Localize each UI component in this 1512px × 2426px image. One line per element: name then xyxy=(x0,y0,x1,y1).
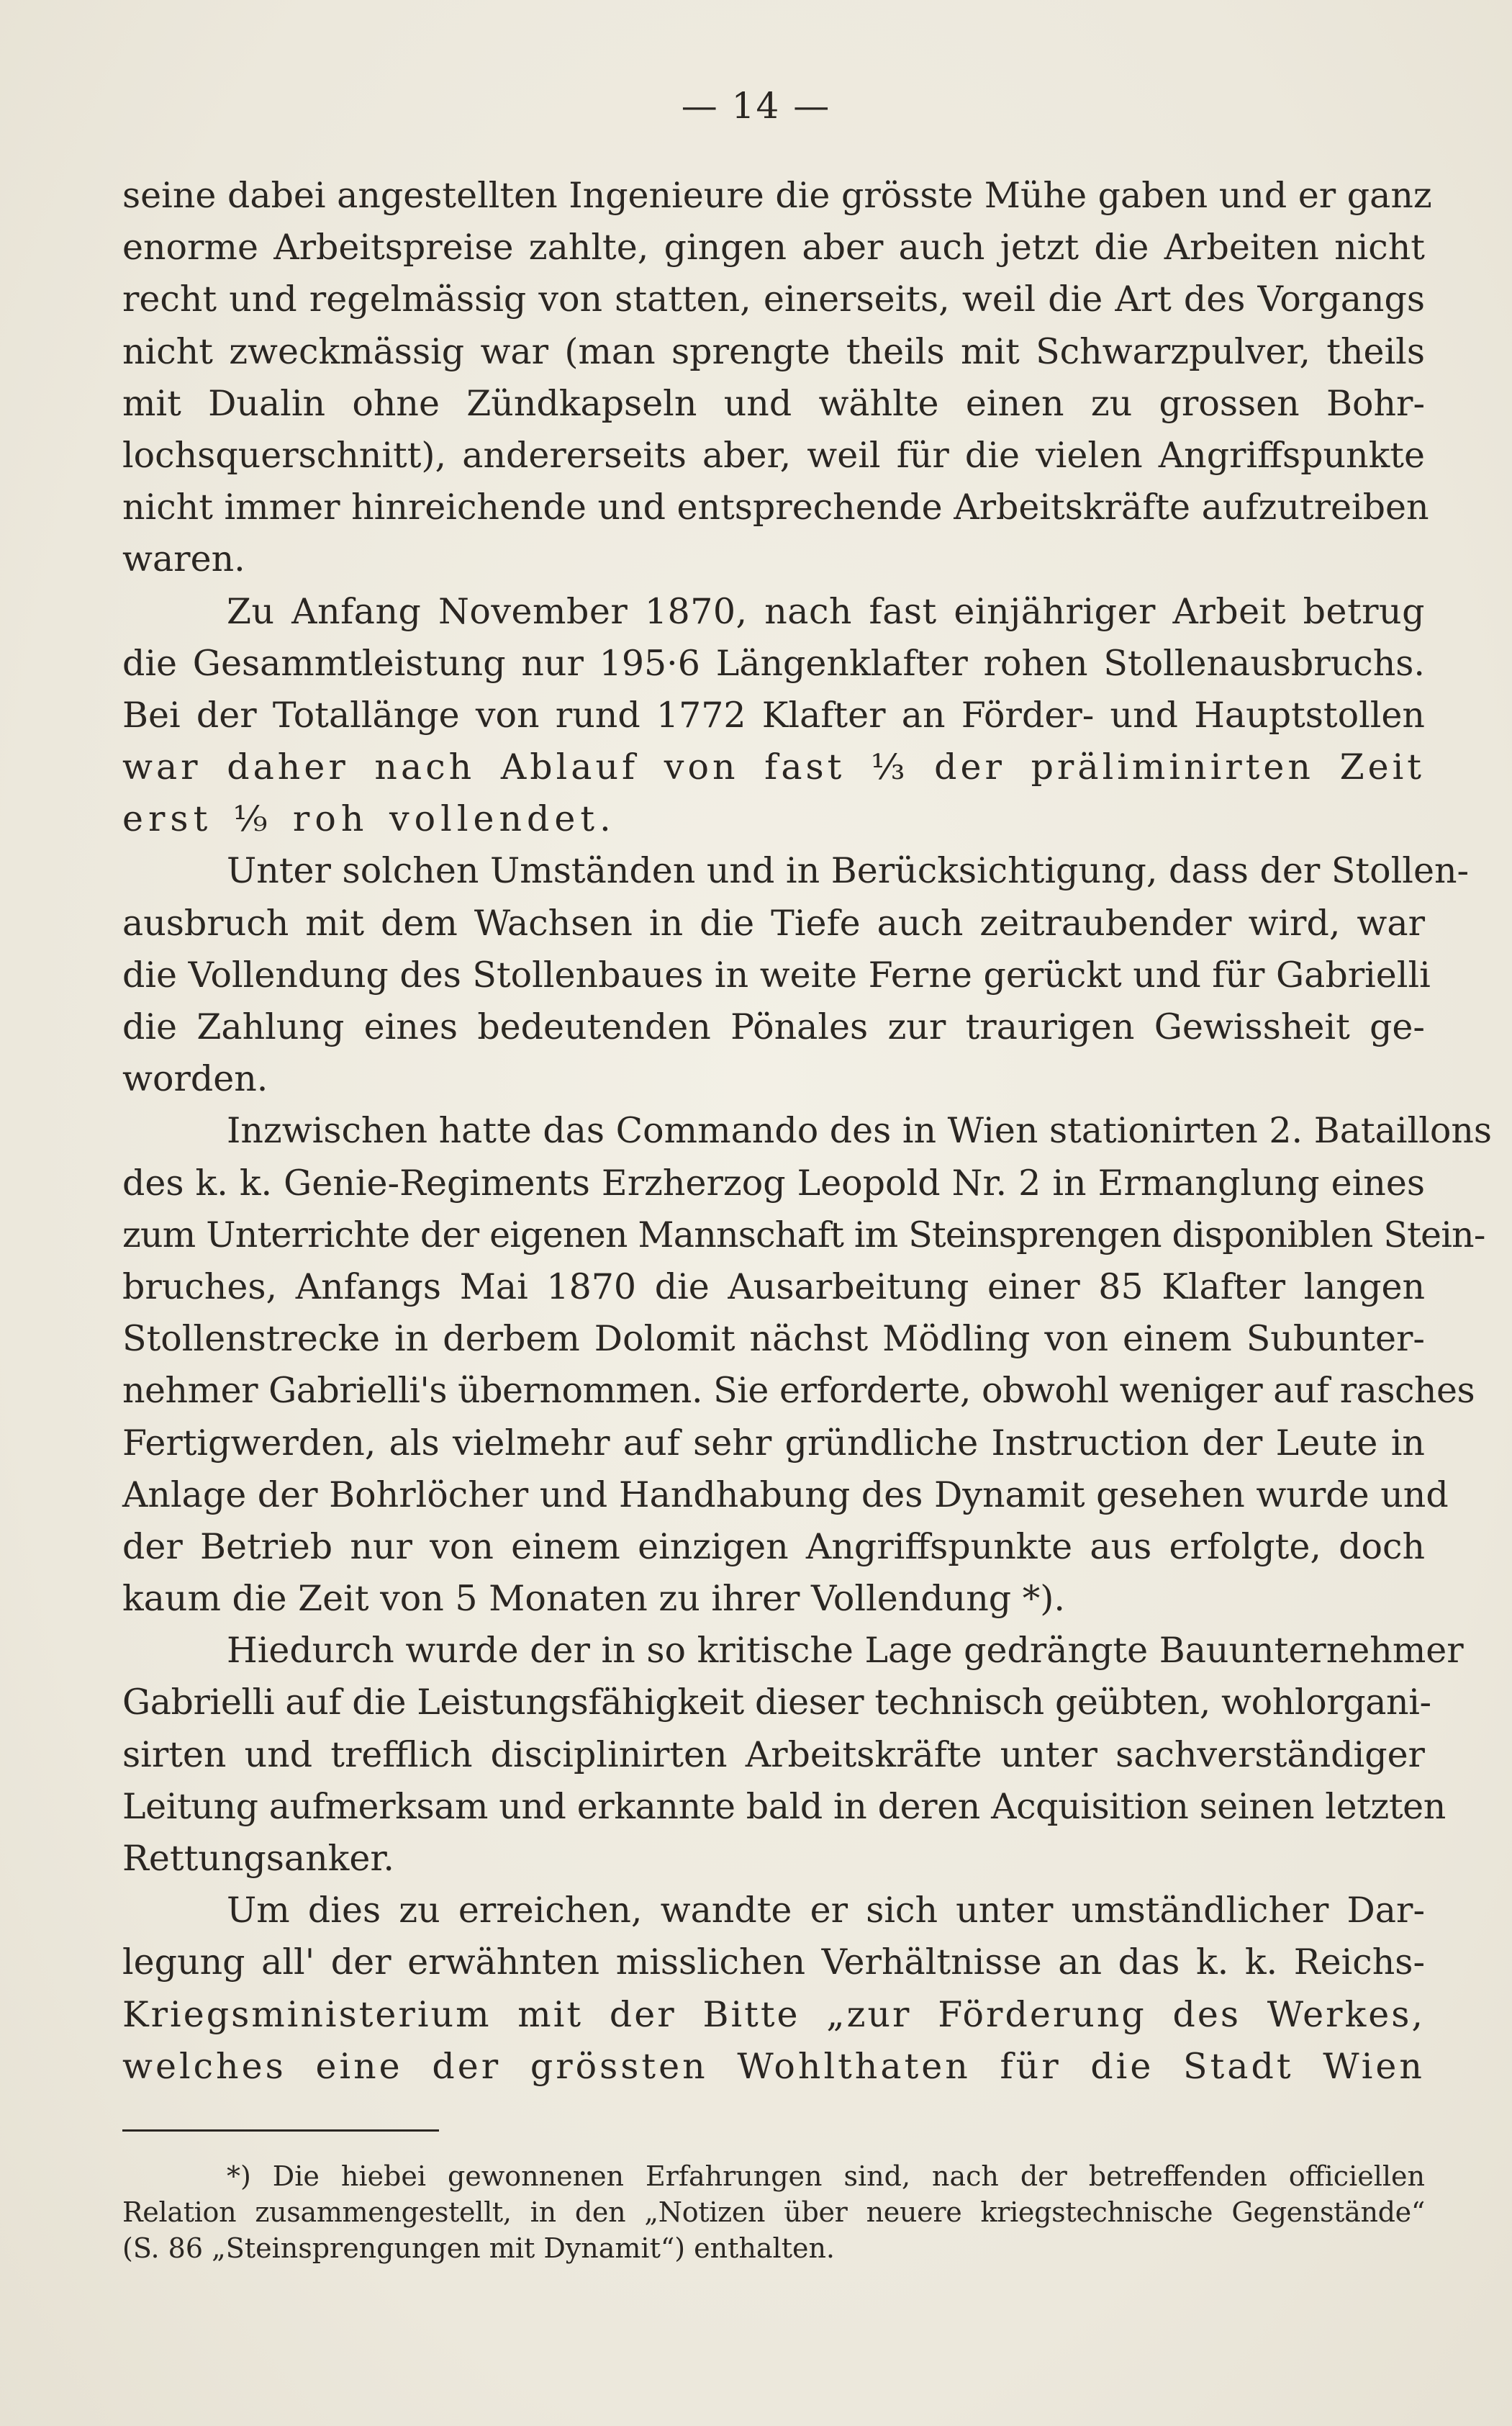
body-line: die Gesammtleistung nur 195·6 Längenklafter rohen Stollenausbruchs. xyxy=(122,642,1425,684)
body-text xyxy=(122,170,1493,2093)
body-line: nicht immer hinreichende und entsprechende Arbeitskräfte aufzutreiben xyxy=(122,487,1429,528)
body-line: zum Unterrichte der eigenen Mannschaft im Steinsprengen disponiblen Stein- xyxy=(122,1214,1485,1255)
body-line: enorme Arbeitspreise zahlte, gingen aber auch jetzt die Arbeiten nicht xyxy=(122,227,1425,269)
body-line: Leitung aufmerksam und erkannte bald in deren Acquisition seinen letzten xyxy=(122,1785,1446,1827)
body-line: war daher nach Ablauf von fast ⅓ der präliminirten Zeit xyxy=(122,747,1425,788)
body-line: erst ⅑ roh vollendet. xyxy=(122,798,616,840)
body-line: Gabrielli auf die Leistungsfähigkeit dieser technisch geübten, wohlorgani- xyxy=(122,1682,1431,1723)
body-line: Kriegsministerium mit der Bitte „zur Förderung des Werkes, xyxy=(122,1993,1425,2035)
footnote-line: *) Die hiebei gewonnenen Erfahrungen sind, nach der betreffenden officiellen xyxy=(227,2160,1425,2192)
footnote-line: (S. 86 „Steinsprengungen mit Dynamit“) enthalten. xyxy=(122,2232,836,2264)
body-line: Anlage der Bohrlöcher und Handhabung des Dynamit gesehen wurde und xyxy=(122,1474,1449,1515)
body-line: die Vollendung des Stollenbaues in weite Ferne gerückt und für Gabrielli xyxy=(122,954,1431,996)
body-line: Stollenstrecke in derbem Dolomit nächst Mödling von einem Subunter- xyxy=(122,1318,1425,1360)
body-line: worden. xyxy=(122,1058,268,1100)
body-line: ausbruch mit dem Wachsen in die Tiefe auch zeitraubender wird, war xyxy=(122,902,1425,944)
body-line: mit Dualin ohne Zündkapseln und wählte einen zu grossen Bohr- xyxy=(122,382,1425,424)
body-line: legung all' der erwähnten misslichen Verhältnisse an das k. k. Reichs- xyxy=(122,1942,1425,1983)
body-line: Fertigwerden, als vielmehr auf sehr gründliche Instruction der Leute in xyxy=(122,1422,1425,1464)
body-line: sirten und trefflich disciplinirten Arbeitskräfte unter sachverständiger xyxy=(122,1733,1425,1775)
body-line: Bei der Totallänge von rund 1772 Klafter an Förder- und Hauptstollen xyxy=(122,694,1425,736)
body-line: Hiedurch wurde der in so kritische Lage gedrängte Bauunternehmer xyxy=(227,1630,1464,1672)
body-line: die Zahlung eines bedeutenden Pönales zur traurigen Gewissheit ge- xyxy=(122,1006,1425,1047)
body-line: kaum die Zeit von 5 Monaten zu ihrer Vollendung *). xyxy=(122,1578,1065,1620)
body-line: recht und regelmässig von statten, einerseits, weil die Art des Vorgangs xyxy=(122,279,1425,320)
footnote-line: Relation zusammengestellt, in den „Notizen über neuere kriegstechnische Gegenstände“ xyxy=(122,2196,1425,2228)
body-line: des k. k. Genie-Regiments Erzherzog Leopold Nr. 2 in Ermanglung eines xyxy=(122,1162,1425,1204)
page-number: — 14 — xyxy=(681,85,831,127)
body-line: bruches, Anfangs Mai 1870 die Ausarbeitung einer 85 Klafter langen xyxy=(122,1266,1425,1307)
body-line: waren. xyxy=(122,538,245,580)
footnote xyxy=(122,2158,1425,2266)
body-line: seine dabei angestellten Ingenieure die grösste Mühe gaben und er ganz xyxy=(122,175,1432,216)
body-line: Rettungsanker. xyxy=(122,1838,394,1879)
body-line: Unter solchen Umständen und in Berücksichtigung, dass der Stollen- xyxy=(227,850,1470,892)
body-line: der Betrieb nur von einem einzigen Angriffspunkte aus erfolgte, doch xyxy=(122,1525,1425,1567)
body-line: Um dies zu erreichen, wandte er sich unter umständlicher Dar- xyxy=(227,1890,1425,1931)
body-line: welches eine der grössten Wohlthaten für die Stadt Wien xyxy=(122,2045,1425,2087)
body-line: Inzwischen hatte das Commando des in Wien stationirten 2. Bataillons xyxy=(227,1110,1493,1152)
body-line: nehmer Gabrielli's übernommen. Sie erforderte, obwohl weniger auf rasches xyxy=(122,1370,1475,1412)
footnote-divider xyxy=(122,2129,439,2132)
body-line: nicht zweckmässig war (man sprengte theils mit Schwarzpulver, theils xyxy=(122,330,1425,372)
body-line: Zu Anfang November 1870, nach fast einjähriger Arbeit betrug xyxy=(227,590,1425,632)
body-line: lochsquerschnitt), andererseits aber, weil für die vielen Angriffspunkte xyxy=(122,434,1425,476)
